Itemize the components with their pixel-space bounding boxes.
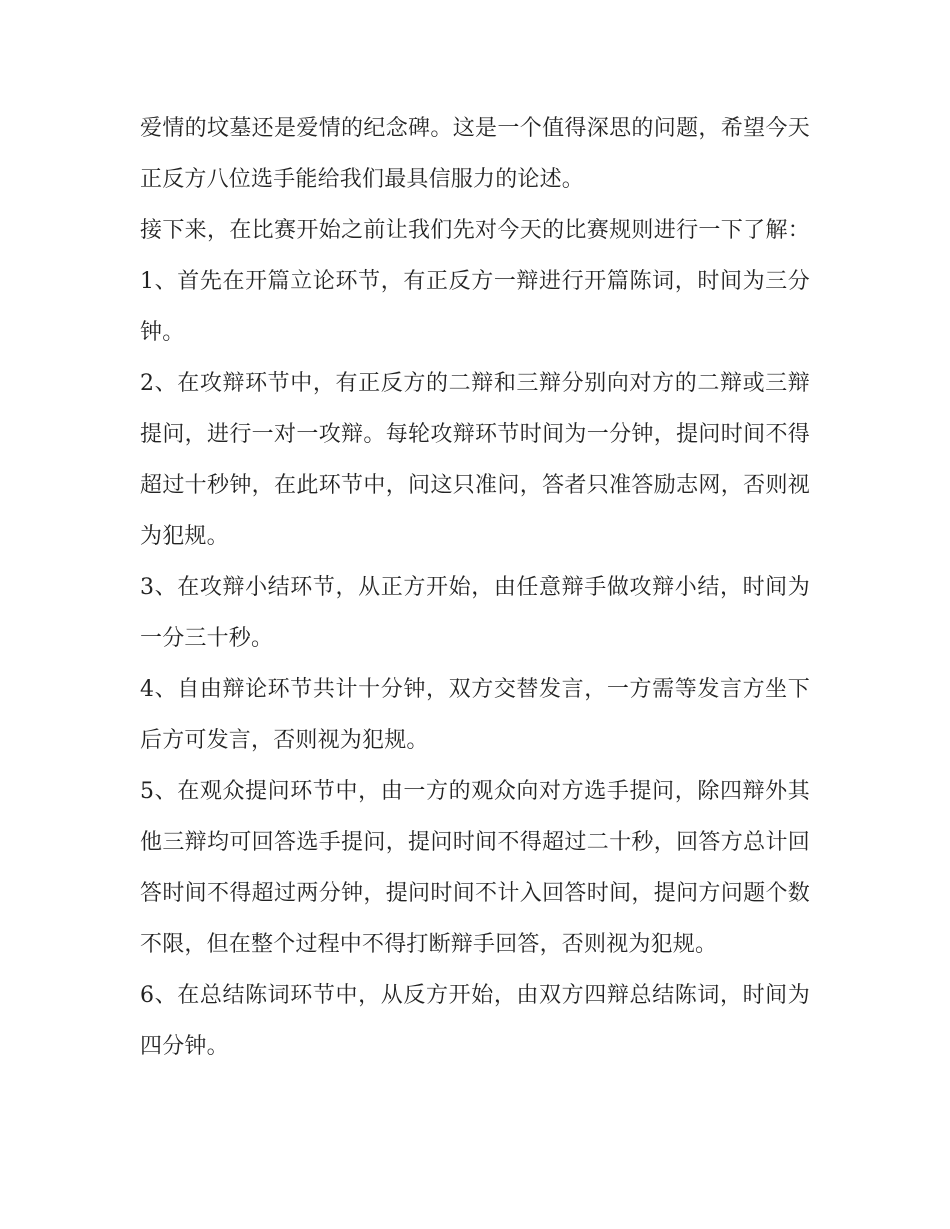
paragraph-rules-5: 5、在观众提问环节中，由一方的观众向对方选手提问，除四辩外其他三辩均可回答选手提问，提问时间不得超过二十秒，回答方总计回答时间不得超过两分钟，提问时间不计入回答时间，提问方问题个数不限，但在整个过程中不得打断辩手回答，否则视为犯规。 — [140, 779, 810, 957]
paragraph-intro: 爱情的坟墓还是爱情的纪念碑。这是一个值得深思的问题，希望今天正反方八位选手能给我们最具信服力的论述。 — [140, 116, 810, 192]
paragraph-rules-4: 4、自由辩论环节共计十分钟，双方交替发言，一方需等发言方坐下后方可发言，否则视为犯规。 — [140, 677, 810, 753]
paragraph-rules-2: 2、在攻辩环节中，有正反方的二辩和三辩分别向对方的二辩或三辩提问，进行一对一攻辩。每轮攻辩环节时间为一分钟，提问时间不得超过十秒钟，在此环节中，问这只准问，答者只准答励志网，否则视为犯规。 — [140, 371, 810, 549]
paragraph-rules-3: 3、在攻辩小结环节，从正方开始，由任意辩手做攻辩小结，时间为一分三十秒。 — [140, 575, 810, 651]
paragraph-rules-6: 6、在总结陈词环节中，从反方开始，由双方四辩总结陈词，时间为四分钟。 — [140, 983, 810, 1059]
paragraph-rules-1: 接下来，在比赛开始之前让我们先对今天的比赛规则进行一下了解：1、首先在开篇立论环节，有正反方一辩进行开篇陈词，时间为三分钟。 — [140, 218, 810, 345]
document-page — [140, 103, 810, 1072]
